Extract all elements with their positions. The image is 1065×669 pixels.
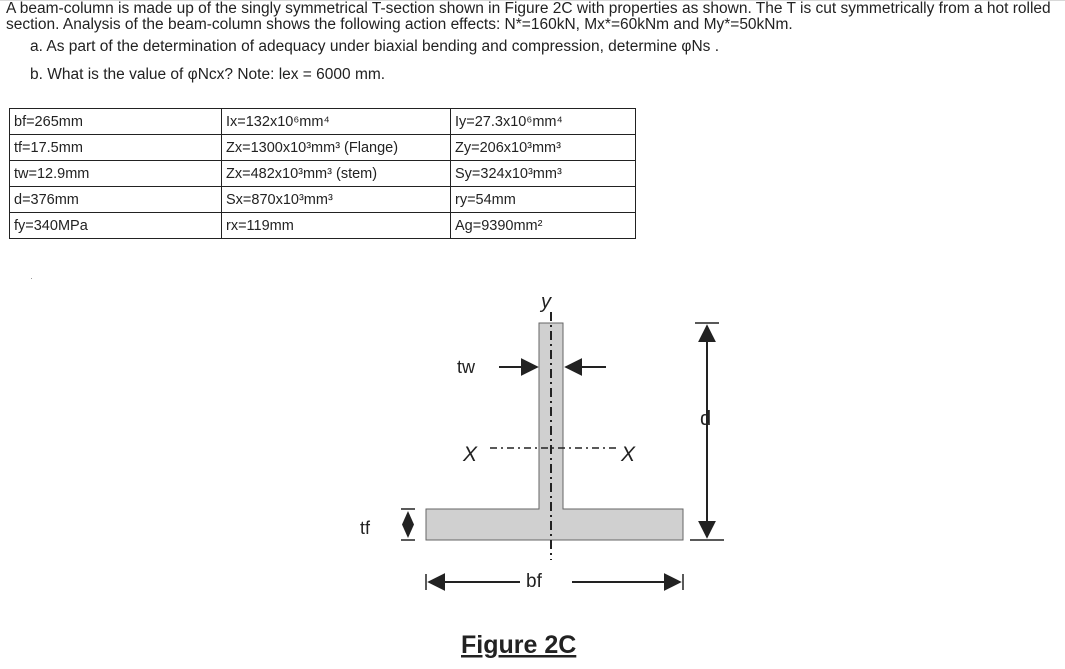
question-a: a. As part of the determination of adequacy under biaxial bending and compression, determine φNs . <box>30 38 720 55</box>
table-cell: bf=265mm <box>10 109 222 135</box>
figure-caption: Figure 2C <box>461 631 577 659</box>
table-cell: Ag=9390mm² <box>451 213 636 239</box>
table-cell: Zx=1300x10³mm³ (Flange) <box>222 135 451 161</box>
label-x-left: X <box>463 443 478 466</box>
label-x-right: X <box>621 443 636 466</box>
table-cell: Ix=132x10⁶mm⁴ <box>222 109 451 135</box>
problem-intro: A beam-column is made up of the singly symmetrical T-section shown in Figure 2C with properties as shown. The T is cut symmetrically from a hot rolled section. Analysis of the beam-column shows the following action effects: N*=160kN, Mx*=60kNm and My*=50kNm. <box>6 0 1051 33</box>
table-cell: Zx=482x10³mm³ (stem) <box>222 161 451 187</box>
question-b: b. What is the value of φNcx? Note: lex = 6000 mm. <box>30 66 386 83</box>
label-d: d <box>700 408 712 430</box>
table-cell: fy=340MPa <box>10 213 222 239</box>
label-y: y <box>541 291 551 313</box>
table-cell: Iy=27.3x10⁶mm⁴ <box>451 109 636 135</box>
label-bf: bf <box>526 571 542 592</box>
table-cell: tf=17.5mm <box>10 135 222 161</box>
t-section-shape <box>426 323 683 540</box>
table-cell: tw=12.9mm <box>10 161 222 187</box>
table-cell: rx=119mm <box>222 213 451 239</box>
tf-arrows <box>402 511 414 538</box>
table-cell: d=376mm <box>10 187 222 213</box>
table-cell: Zy=206x10³mm³ <box>451 135 636 161</box>
table-cell: ry=54mm <box>451 187 636 213</box>
table-cell: Sy=324x10³mm³ <box>451 161 636 187</box>
label-tw: tw <box>457 357 475 377</box>
label-tf: tf <box>360 518 371 538</box>
table-cell: Sx=870x10³mm³ <box>222 187 451 213</box>
